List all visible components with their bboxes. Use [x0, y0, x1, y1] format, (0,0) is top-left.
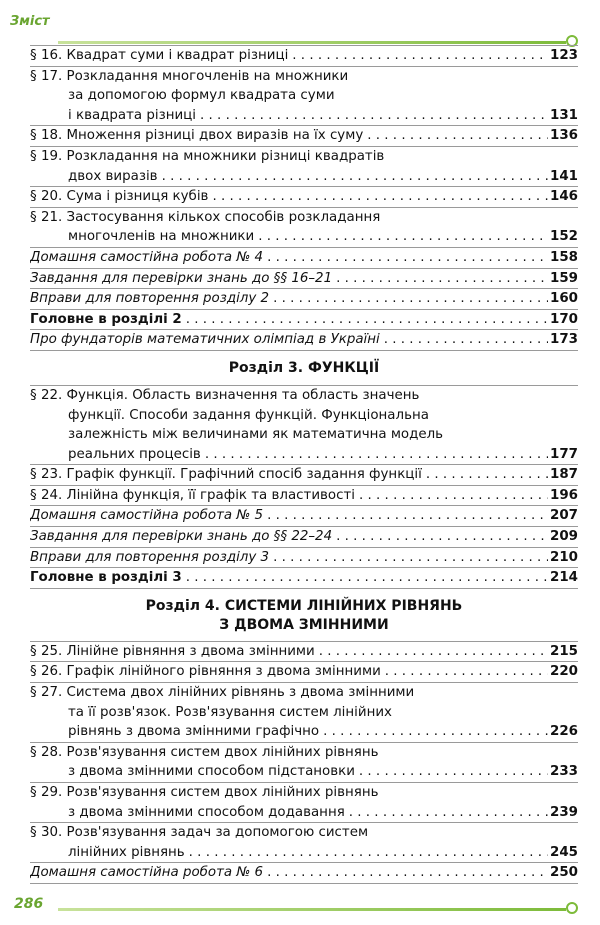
toc-entry[interactable] — [30, 783, 578, 823]
dot-leader — [267, 863, 548, 883]
dot-leader — [385, 662, 548, 682]
toc-entry[interactable] — [30, 527, 578, 548]
toc-page-number: 233 — [550, 764, 578, 780]
toc-page-number: 239 — [550, 804, 578, 820]
dot-leader — [367, 126, 548, 146]
header-rule — [58, 41, 566, 44]
toc-page-number: 160 — [550, 291, 578, 307]
toc-entry-text: Про фундаторів математичних олімпіад в Україні — [30, 332, 380, 348]
dot-leader — [359, 486, 548, 506]
toc-page-number: 220 — [550, 664, 578, 680]
toc-entry-text: Завдання для перевірки знань до §§ 22–24 — [30, 529, 333, 545]
dot-leader — [267, 506, 548, 526]
section-4-title-line-1: Розділ 4. СИСТЕМИ ЛІНІЙНИХ РІВНЯНЬ — [145, 597, 463, 614]
toc-entry-text: та її розв'язок. Розв'язування систем лінійних — [68, 704, 392, 720]
toc-page-number: 214 — [550, 570, 578, 586]
toc-entry-text: Домашня самостійна робота № 5 — [30, 508, 264, 524]
dot-leader — [292, 46, 548, 66]
dot-leader — [384, 330, 548, 350]
toc-entry-text: § 27. Система двох лінійних рівнянь з двома змінними — [30, 685, 415, 701]
toc-entry-text: § 21. Застосування кількох способів розкладання — [30, 209, 381, 225]
toc-entry[interactable] — [30, 248, 578, 269]
toc-entry-text: функції. Способи задання функцій. Функціональна — [68, 407, 429, 423]
table-of-contents — [30, 45, 578, 884]
toc-entry-text: § 18. Множення різниці двох виразів на їх суму — [30, 128, 364, 144]
toc-entry-text: Головне в розділі 3 — [30, 570, 182, 586]
toc-entry-line — [30, 187, 578, 207]
toc-entry[interactable] — [30, 385, 578, 465]
toc-entry-line — [30, 147, 578, 167]
toc-entry[interactable] — [30, 683, 578, 743]
toc-entry-text: § 30. Розв'язування задач за допомогою систем — [30, 825, 369, 841]
toc-entry-line — [30, 67, 578, 87]
toc-page-number: 170 — [550, 311, 578, 327]
toc-page-number: 136 — [550, 128, 578, 144]
toc-entry-text: § 23. Графік функції. Графічний спосіб задання функції — [30, 467, 422, 483]
toc-entry-line — [30, 425, 578, 445]
dot-leader — [189, 843, 548, 863]
toc-entry-text: залежність між величинами як математична модель — [68, 427, 444, 443]
toc-entry-text: двох виразів — [68, 168, 158, 184]
toc-entry-line — [30, 823, 578, 843]
toc-page-number: 141 — [550, 168, 578, 184]
toc-entry[interactable] — [30, 743, 578, 783]
dot-leader — [426, 465, 548, 485]
toc-entry-text: § 19. Розкладання на множники різниці квадратів — [30, 148, 385, 164]
toc-entry-text: з двома змінними способом підстановки — [68, 764, 355, 780]
toc-entry-line — [30, 465, 578, 485]
dot-leader — [319, 642, 548, 662]
toc-entry[interactable] — [30, 67, 578, 127]
dot-leader — [200, 106, 548, 126]
toc-entry-line — [30, 86, 578, 106]
toc-entry-line — [30, 548, 578, 568]
toc-entry-line — [30, 406, 578, 426]
toc-entry[interactable] — [30, 863, 578, 884]
toc-entry-line — [30, 445, 578, 465]
dot-leader — [258, 227, 548, 247]
dot-leader — [205, 445, 548, 465]
toc-entry-text: Вправи для повторення розділу 3 — [30, 549, 270, 565]
toc-entry-line — [30, 310, 578, 330]
toc-page-number: 209 — [550, 529, 578, 545]
toc-page-number: 196 — [550, 487, 578, 503]
toc-entry-line — [30, 662, 578, 682]
toc-entry[interactable] — [30, 208, 578, 248]
dot-leader — [273, 289, 548, 309]
toc-page-number: 159 — [550, 270, 578, 286]
toc-entry-text: і квадрата різниці — [68, 107, 197, 123]
toc-entry-line — [30, 703, 578, 723]
toc-entry-line — [30, 248, 578, 268]
toc-entry[interactable] — [30, 187, 578, 208]
toc-entry-text: Головне в розділі 2 — [30, 311, 182, 327]
section-3-title: Розділ 3. ФУНКЦІЇ — [228, 359, 380, 376]
toc-page-number: 173 — [550, 332, 578, 348]
toc-entry[interactable] — [30, 126, 578, 147]
toc-entry[interactable] — [30, 289, 578, 310]
toc-entry-text: за допомогою формул квадрата суми — [68, 88, 335, 104]
toc-entry[interactable] — [30, 330, 578, 351]
toc-part-1 — [30, 45, 578, 351]
toc-entry[interactable] — [30, 269, 578, 290]
toc-entry-text: § 24. Лінійна функція, її графік та властивості — [30, 487, 356, 503]
toc-entry[interactable] — [30, 310, 578, 331]
toc-entry[interactable] — [30, 823, 578, 863]
dot-leader — [267, 248, 548, 268]
toc-entry-line — [30, 722, 578, 742]
toc-entry-text: Домашня самостійна робота № 4 — [30, 249, 264, 265]
toc-page-number: 187 — [550, 467, 578, 483]
toc-entry-line — [30, 486, 578, 506]
toc-page-number: 207 — [550, 508, 578, 524]
toc-entry[interactable] — [30, 641, 578, 663]
toc-entry[interactable] — [30, 486, 578, 507]
toc-entry-text: рівнянь з двома змінними графічно — [68, 724, 320, 740]
toc-entry-line — [30, 762, 578, 782]
toc-page-number: 226 — [550, 724, 578, 740]
toc-entry-line — [30, 506, 578, 526]
toc-entry-line — [30, 126, 578, 146]
toc-entry-text: § 25. Лінійне рівняння з двома змінними — [30, 643, 315, 659]
toc-entry-line — [30, 386, 578, 406]
toc-entry-text: § 16. Квадрат суми і квадрат різниці — [30, 48, 289, 63]
toc-entry-line — [30, 803, 578, 823]
toc-entry-line — [30, 743, 578, 763]
toc-entry-line — [30, 683, 578, 703]
toc-entry-text: Вправи для повторення розділу 2 — [30, 291, 270, 307]
toc-entry[interactable] — [30, 506, 578, 527]
toc-page-number: 158 — [550, 249, 578, 265]
toc-page-number: 250 — [550, 865, 578, 881]
toc-page-number: 177 — [550, 446, 578, 462]
toc-entry-text: многочленів на множники — [68, 229, 255, 245]
toc-entry-line — [30, 783, 578, 803]
toc-entry[interactable] — [30, 548, 578, 569]
toc-entry[interactable] — [30, 147, 578, 187]
toc-part-3 — [30, 641, 578, 884]
toc-page-number: 210 — [550, 549, 578, 565]
toc-page-number: 131 — [550, 107, 578, 123]
toc-entry-line — [30, 167, 578, 187]
toc-entry-line — [30, 642, 578, 662]
toc-part-2 — [30, 385, 578, 589]
toc-page-number: 152 — [550, 229, 578, 245]
dot-leader — [336, 527, 548, 547]
toc-entry-line — [30, 330, 578, 350]
toc-entry-line — [30, 863, 578, 883]
footer-rule — [58, 908, 566, 911]
toc-entry[interactable] — [30, 45, 578, 67]
dot-leader — [186, 310, 548, 330]
toc-entry-line — [30, 289, 578, 309]
toc-entry-text: § 28. Розв'язування систем двох лінійних рівнянь — [30, 744, 379, 760]
toc-entry-line — [30, 208, 578, 228]
toc-entry-line — [30, 269, 578, 289]
toc-entry-line — [30, 227, 578, 247]
dot-leader — [336, 269, 548, 289]
toc-entry-text: § 26. Графік лінійного рівняння з двома змінними — [30, 664, 381, 680]
toc-entry-text: Домашня самостійна робота № 6 — [30, 865, 264, 881]
toc-entry-line — [30, 843, 578, 863]
section-4-title-line-2: З ДВОМА ЗМІННИМИ — [219, 616, 389, 633]
toc-entry-text: § 20. Сума і різниця кубів — [30, 189, 209, 205]
page-number: 286 — [14, 896, 44, 912]
dot-leader — [349, 803, 548, 823]
footer-rule-end-circle — [566, 902, 578, 914]
toc-entry-text: § 22. Функція. Область визначення та область значень — [30, 387, 420, 403]
dot-leader — [186, 568, 548, 588]
toc-entry-text: реальних процесів — [68, 446, 201, 462]
toc-entry-text: § 17. Розкладання многочленів на множники — [30, 68, 349, 84]
toc-page-number: 215 — [550, 643, 578, 659]
toc-entry-line — [30, 568, 578, 588]
toc-entry-text: Завдання для перевірки знань до §§ 16–21 — [30, 270, 333, 286]
toc-entry-line — [30, 527, 578, 547]
toc-entry-line — [30, 106, 578, 126]
toc-entry[interactable] — [30, 465, 578, 486]
dot-leader — [323, 722, 548, 742]
dot-leader — [273, 548, 548, 568]
dot-leader — [212, 187, 548, 207]
toc-page-number: 245 — [550, 844, 578, 860]
toc-page-number: 146 — [550, 189, 578, 205]
header-label: Зміст — [10, 14, 50, 29]
toc-entry[interactable] — [30, 568, 578, 589]
dot-leader — [162, 167, 548, 187]
dot-leader — [359, 762, 548, 782]
toc-entry-text: з двома змінними способом додавання — [68, 804, 345, 820]
toc-entry-line — [30, 46, 578, 66]
toc-entry-text: § 29. Розв'язування систем двох лінійних рівнянь — [30, 785, 379, 800]
toc-entry[interactable] — [30, 662, 578, 683]
toc-entry-text: лінійних рівнянь — [68, 844, 185, 860]
toc-page-number: 123 — [550, 48, 578, 63]
